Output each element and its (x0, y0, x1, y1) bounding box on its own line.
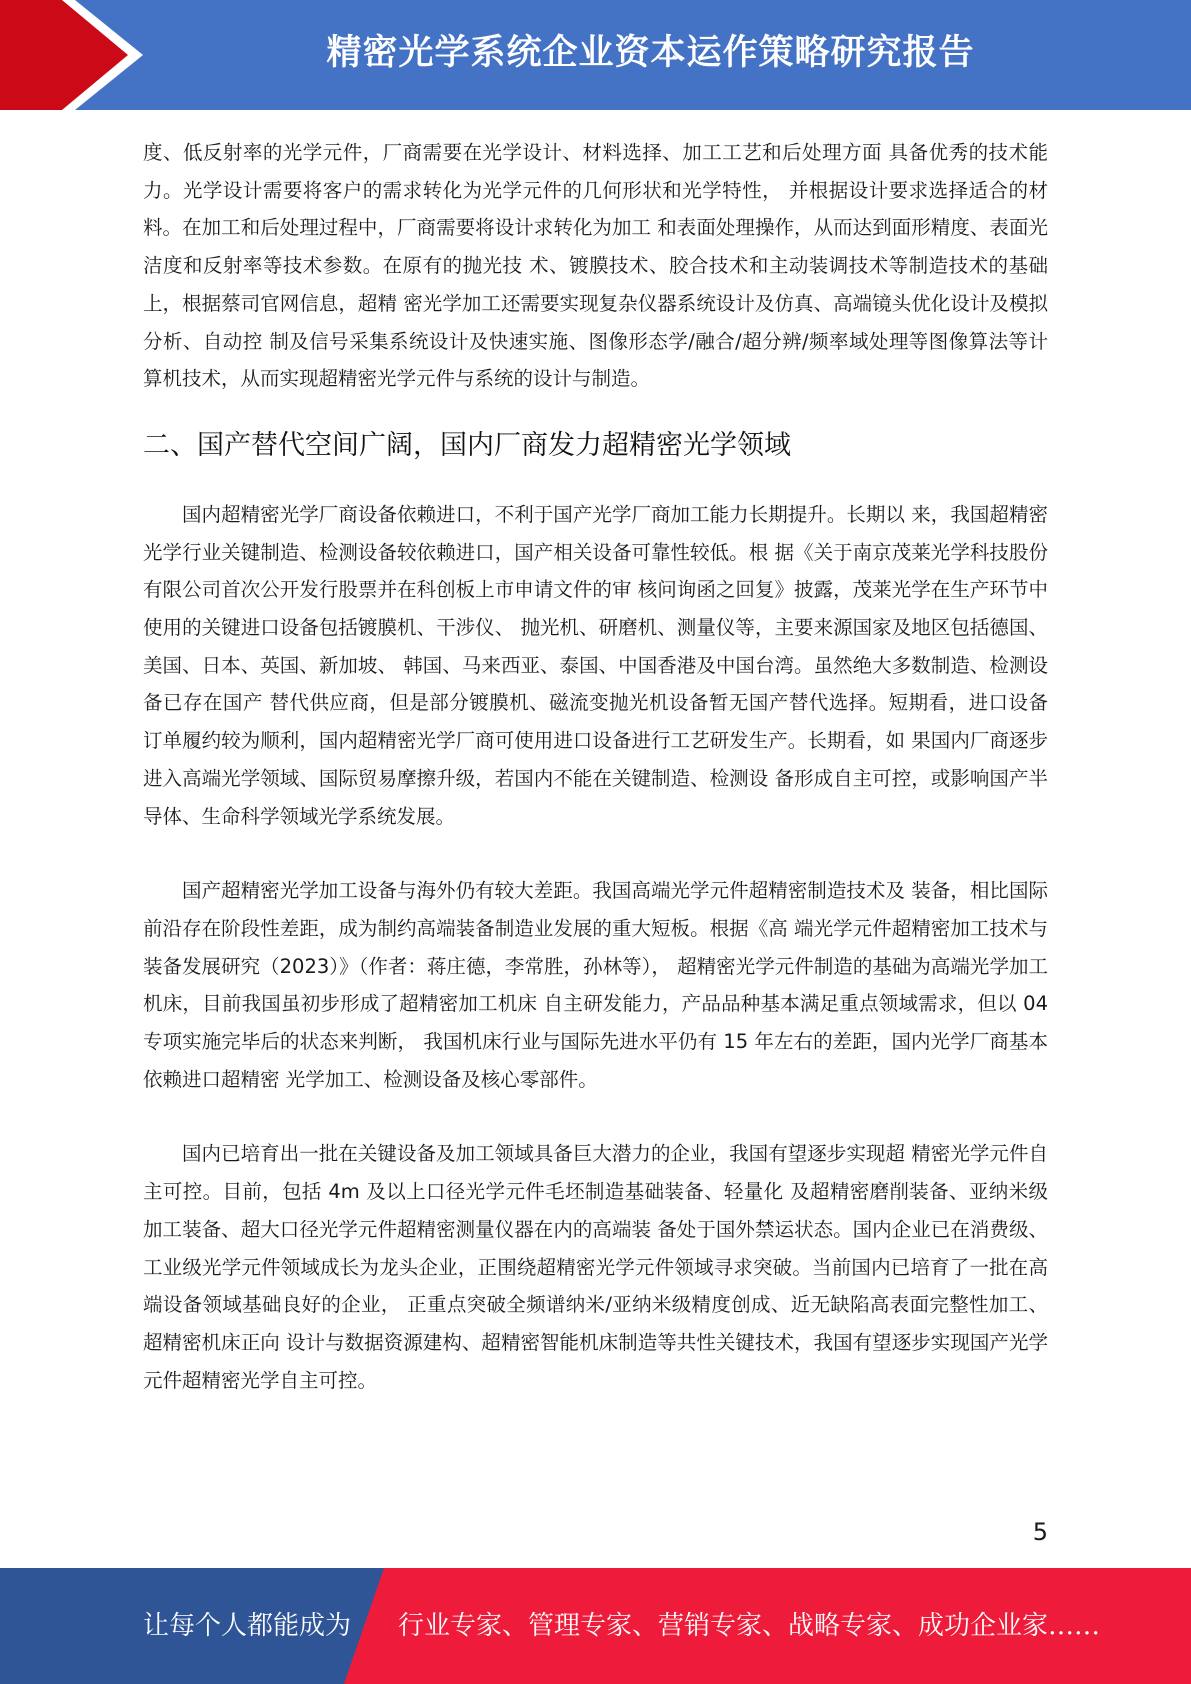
paragraph-spacer (143, 835, 1048, 872)
footer-slogan-left: 让每个人都能成为 (143, 1611, 352, 1641)
paragraph-domestic-enterprises: 国内已培育出一批在关键设备及加工领域具备巨大潜力的企业，我国有望逐步实现超 精密光学元件自主可控。目前，包括 4m 及以上口径光学元件毛坯制造基础装备、轻量化 及超精密磨削装备、亚纳米级加工装备、超大口径光学元件超精密测量仪器在内的高端装 备处于国外禁运状态。国内企业已在消费级、工业级光学元件领域成长为龙头企业，正围绕超精密光学元件领域寻求突破。当前国内已培育了一批在高端设备领域基础良好的企业， 正重点突破全频谱纳米/亚纳米级精度创成、近无缺陷高表面完整性加工、超精密机床正向 设计与数据资源建构、超精密智能机床制造等共性关键技术，我国有望逐步实现国产光学 元件超精密光学自主可控。 (143, 1142, 1048, 1392)
paragraph-spacer (143, 1098, 1048, 1135)
header-title: 精密光学系统企业资本运作策略研究报告 (326, 33, 975, 73)
paragraph-continued: 度、低反射率的光学元件，厂商需要在光学设计、材料选择、加工工艺和后处理方面 具备优秀的技术能力。光学设计需要将客户的需求转化为光学元件的几何形状和光学特性， 并根据设计要求选择适合的材料。在加工和后处理过程中，厂商需要将设计求转化为加工 和表面处理操作，从而达到面形精度、表面光洁度和反射率等技术参数。在原有的抛光技 术、镀膜技术、胶合技术和主动装调技术等制造技术的基础上，根据蔡司官网信息，超精 密光学加工还需要实现复杂仪器系统设计及仿真、高端镜头优化设计及模拟分析、自动控 制及信号采集系统设计及快速实施、图像形态学/融合/超分辨/频率域处理等图像算法等计 算机技术，从而实现超精密光学元件与系统的设计与制造。 (143, 141, 1048, 391)
paragraph-domestic-equipment: 国内超精密光学厂商设备依赖进口，不利于国产光学厂商加工能力长期提升。长期以 来，我国超精密光学行业关键制造、检测设备较依赖进口，国产相关设备可靠性较低。根 据《关于南京茂莱光学科技股份有限公司首次公开发行股票并在科创板上市申请文件的审 核问询函之回复》披露，茂莱光学在生产环节中使用的关键进口设备包括镀膜机、干涉仪、 抛光机、研磨机、测量仪等，主要来源国家及地区包括德国、美国、日本、英国、新加坡、 韩国、马来西亚、泰国、中国香港及中国台湾。虽然绝大多数制造、检测设备已存在国产 替代供应商，但是部分镀膜机、磁流变抛光机设备暂无国产替代选择。短期看，进口设备 订单履约较为顺利，国内超精密光学厂商可使用进口设备进行工艺研发生产。长期看，如 果国内厂商逐步进入高端光学领域、国际贸易摩擦升级，若国内不能在关键制造、检测设 备形成自主可控，或影响国产半导体、生命科学领域光学系统发展。 (143, 502, 1048, 828)
paragraph-equipment-gap: 国产超精密光学加工设备与海外仍有较大差距。我国高端光学元件超精密制造技术及 装备，相比国际前沿存在阶段性差距，成为制约高端装备制造业发展的重大短板。根据《高 端光学元件超精密加工技术与装备发展研究（2023）》（作者：蒋庄德，李常胜，孙林等）， 超精密光学元件制造的基础为高端光学加工机床，目前我国虽初步形成了超精密加工机床 自主研发能力，产品品种基本满足重点领域需求，但以 04 专项实施完毕后的状态来判断， 我国机床行业与国际先进水平仍有 15 年左右的差距，国内光学厂商基本依赖进口超精密 光学加工、检测设备及核心零部件。 (143, 879, 1048, 1091)
document-body (143, 134, 1048, 1399)
section-heading: 二、国产替代空间广阔，国内厂商发力超精密光学领域 (143, 429, 791, 461)
page-footer (0, 1568, 1191, 1684)
footer-slogan-right: 行业专家、管理专家、营销专家、战略专家、成功企业家…… (398, 1611, 1101, 1641)
page-number: 5 (1032, 1518, 1048, 1546)
page-header (0, 0, 1191, 110)
